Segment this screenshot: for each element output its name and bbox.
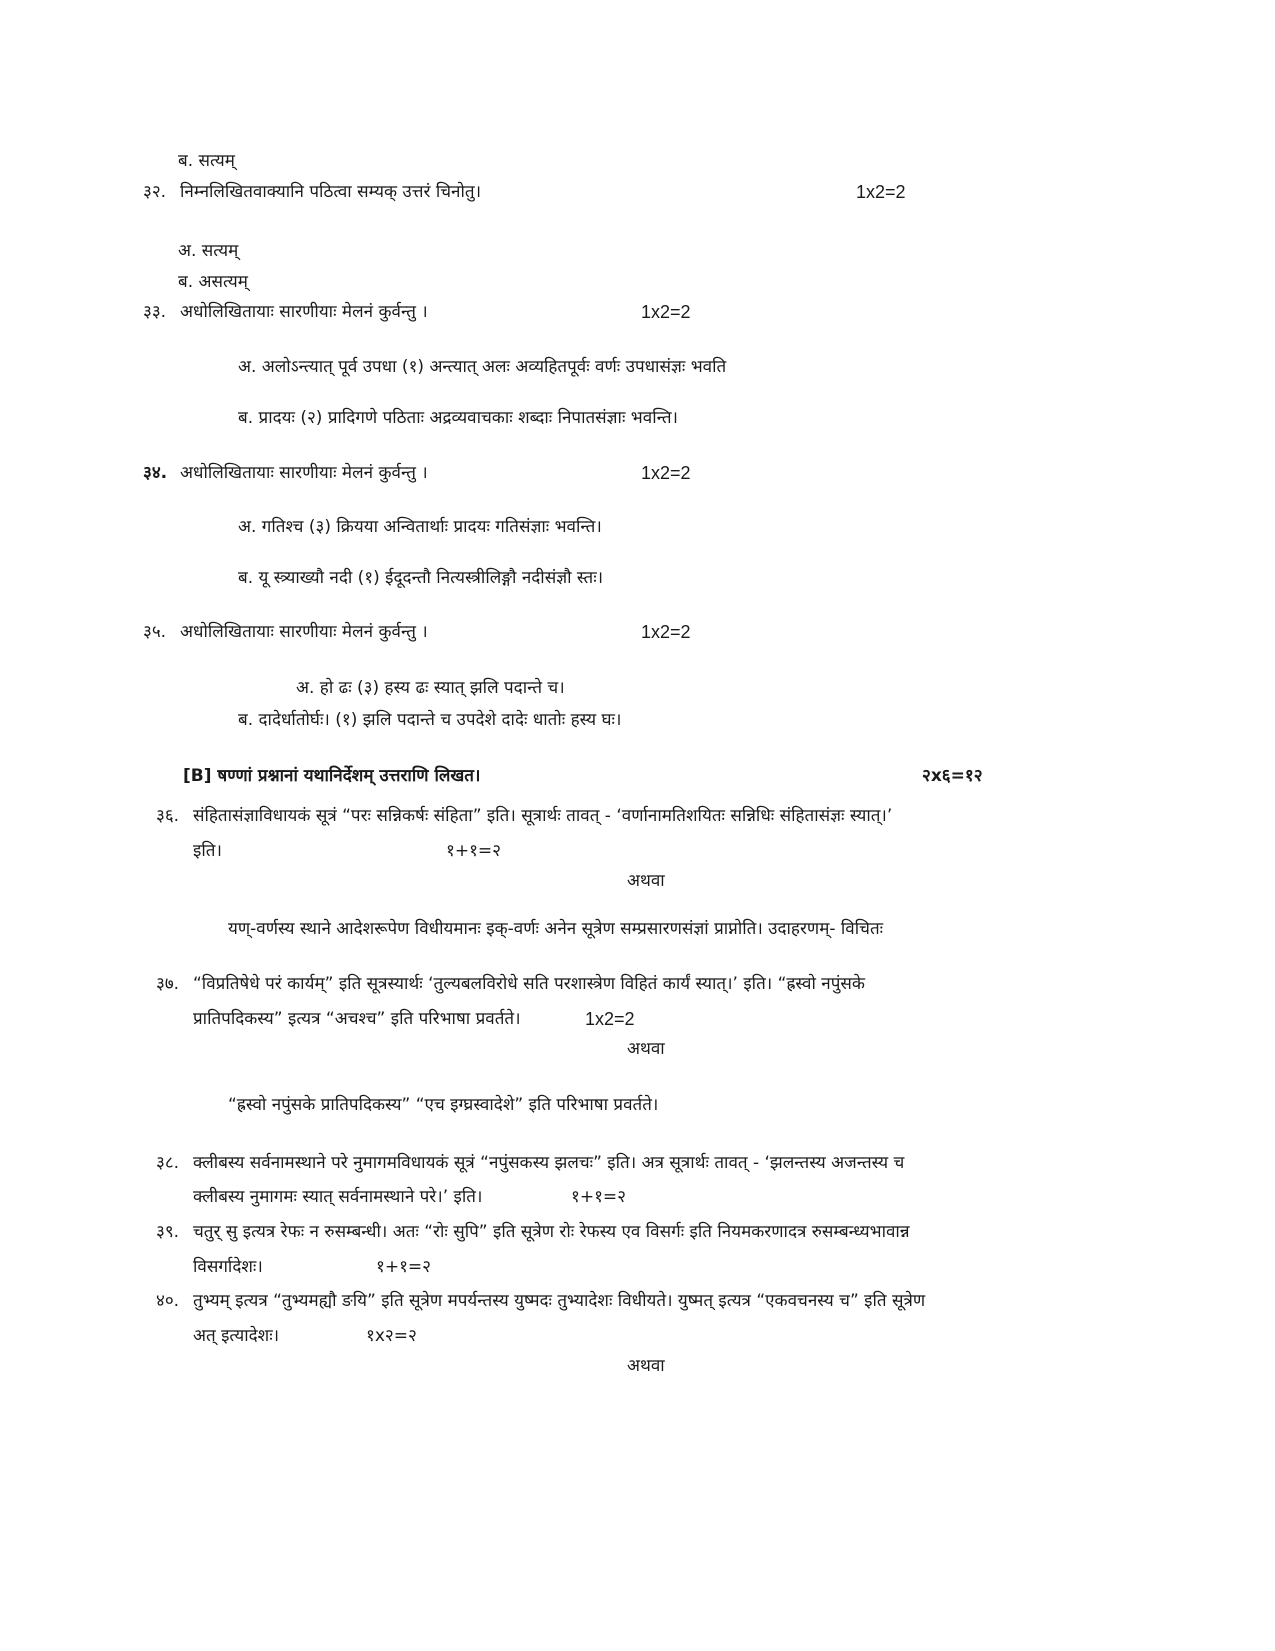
q32-number: ३२. (143, 182, 167, 202)
q33-row-b: ब. प्रादयः (२) प्रादिगणे पठिताः अद्रव्यवाचकाः शब्दाः निपातसंज्ञाः भवन्ति। (238, 408, 678, 428)
q35-number: ३५. (143, 622, 167, 642)
q40-or: अथवा (627, 1356, 665, 1376)
q38-marks: १+१=२ (571, 1187, 627, 1207)
q32-option-b: ब. असत्यम् (178, 272, 248, 292)
q34-row-b: ब. यू स्त्र्याख्यौ नदी (१) ईदूदन्तौ नित्यस्त्रीलिङ्गौ नदीसंज्ञौ स्तः। (238, 568, 604, 588)
q38-number: ३८. (156, 1153, 180, 1173)
q35-row-a: अ. हो ढः (३) हस्य ढः स्यात् झलि पदान्ते च। (296, 678, 565, 698)
q40-line2: अत् इत्यादेशः। (193, 1326, 280, 1346)
q36-line2: इति। (193, 841, 222, 861)
q39-line2: विसर्गादेशः। (193, 1257, 263, 1277)
q36-number: ३६. (156, 806, 180, 826)
q37-line1: “विप्रतिषेधे परं कार्यम्” इति सूत्रस्यार्थः ‘तुल्यबलविरोधे सति परशास्त्रेण विहितं कार्यं स्यात्।’ इति। “ह्रस्वो नपुंसके (193, 974, 865, 994)
q34-marks: 1x2=2 (641, 463, 691, 483)
q40-number: ४०. (156, 1291, 180, 1311)
q36-or: अथवा (627, 871, 665, 891)
q39-marks: १+१=२ (376, 1257, 432, 1277)
q32-marks: 1x2=2 (856, 182, 906, 202)
q35-row-b: ब. दादेर्धातोर्घः। (१) झलि पदान्ते च उपदेशे दादेः धातोः हस्य घः। (238, 710, 622, 730)
section-b-heading: [B] षण्णां प्रश्नानां यथानिर्देशम् उत्तराणि लिखत। (183, 766, 481, 786)
q37-line2: प्रातिपदिकस्य” इत्यत्र “अचश्च” इति परिभाषा प्रवर्तते। (193, 1009, 521, 1029)
q31-option-b: ब. सत्यम् (178, 151, 235, 171)
q33-number: ३३. (143, 302, 167, 322)
q37-or: अथवा (627, 1039, 665, 1059)
q39-number: ३९. (156, 1222, 180, 1242)
q32-option-a: अ. सत्यम् (178, 241, 239, 261)
q37-alternate-answer: “ह्रस्वो नपुंसके प्रातिपदिकस्य” “एच इग्घ्रस्वादेशे” इति परिभाषा प्रवर्तते। (228, 1095, 659, 1115)
q40-marks: १x२=२ (366, 1326, 417, 1346)
q36-marks: १+१=२ (446, 841, 502, 861)
q39-line1: चतुर् सु इत्यत्र रेफः न रुसम्बन्धी। अतः “रोः सुपि” इति सूत्रेण रोः रेफस्य एव विसर्गः इति नियमकरणादत्र रुसम्बन्ध्यभावान्न (193, 1222, 910, 1242)
q37-marks: 1x2=2 (585, 1009, 635, 1029)
section-b-marks: २x६=१२ (922, 766, 983, 786)
q37-number: ३७. (156, 974, 180, 994)
q35-marks: 1x2=2 (641, 622, 691, 642)
q33-text: अधोलिखितायाः सारणीयाः मेलनं कुर्वन्तु । (180, 302, 428, 322)
q34-row-a: अ. गतिश्च (३) क्रियया अन्वितार्थाः प्रादयः गतिसंज्ञाः भवन्ति। (238, 517, 602, 537)
q36-alternate-answer: यण्-वर्णस्य स्थाने आदेशरूपेण विधीयमानः इक्-वर्णः अनेन सूत्रेण सम्प्रसारणसंज्ञां प्राप्नोति। उदाहरणम्- विचितः (228, 919, 884, 939)
q33-marks: 1x2=2 (641, 302, 691, 322)
q40-line1: तुभ्यम् इत्यत्र “तुभ्यमह्यौ ङयि” इति सूत्रेण मपर्यन्तस्य युष्मदः तुभ्यादेशः विधीयते। युष्मत् इत्यत्र “एकवचनस्य च” इति सूत्रेण (193, 1291, 926, 1311)
q34-number: ३४. (143, 463, 168, 483)
q34-text: अधोलिखितायाः सारणीयाः मेलनं कुर्वन्तु । (180, 463, 428, 483)
q36-line1: संहितासंज्ञाविधायकं सूत्रं “परः सन्निकर्षः संहिता” इति। सूत्रार्थः तावत् - ‘वर्णानामतिशयितः सन्निधिः संहितासंज्ञः स्यात्।’ (193, 806, 893, 826)
q32-text: निम्नलिखितवाक्यानि पठित्वा सम्यक् उत्तरं चिनोतु। (180, 182, 482, 202)
q38-line2: क्लीबस्य नुमागमः स्यात् सर्वनामस्थाने परे।’ इति। (193, 1187, 483, 1207)
q38-line1: क्लीबस्य सर्वनामस्थाने परे नुमागमविधायकं सूत्रं “नपुंसकस्य झलचः” इति। अत्र सूत्रार्थः तावत् - ‘झलन्तस्य अजन्तस्य च (193, 1153, 905, 1173)
q35-text: अधोलिखितायाः सारणीयाः मेलनं कुर्वन्तु । (180, 622, 428, 642)
q33-row-a: अ. अलोऽन्त्यात् पूर्व उपधा (१) अन्त्यात् अलः अव्यहितपूर्वः वर्णः उपधासंज्ञः भवति (238, 357, 727, 377)
